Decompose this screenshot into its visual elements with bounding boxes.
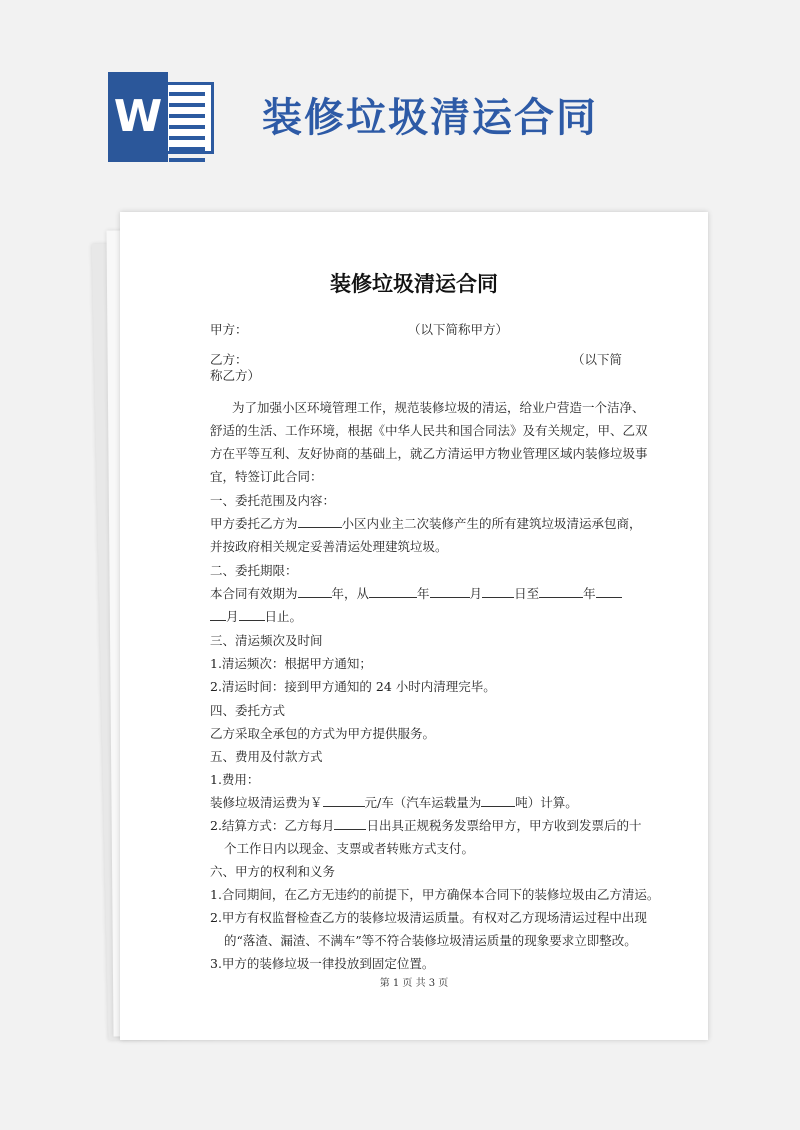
text: 月 bbox=[469, 586, 483, 601]
header-banner bbox=[0, 0, 800, 200]
section-3-title: 三、清运频次及时间 bbox=[210, 633, 323, 648]
fill-blank bbox=[210, 608, 226, 621]
text: 元/车（汽车运载量为 bbox=[364, 795, 482, 810]
text: 日出具正规税务发票给甲方，甲方收到发票后的十 bbox=[366, 818, 642, 833]
text: 吨）计算。 bbox=[515, 795, 578, 810]
section-5-line: 个工作日内以现金、支票或者转账方式支付。 bbox=[224, 841, 475, 856]
text: 月 bbox=[226, 609, 239, 624]
intro-line: 宜，特签订此合同： bbox=[210, 469, 323, 484]
fill-blank bbox=[298, 585, 332, 598]
section-3-line: 1.清运频次：根据甲方通知； bbox=[210, 656, 372, 671]
fill-blank bbox=[298, 515, 342, 528]
fill-blank bbox=[596, 585, 622, 598]
word-logo-letter: W bbox=[108, 72, 168, 162]
fill-blank bbox=[323, 794, 365, 807]
fill-blank bbox=[482, 585, 514, 598]
text: 日至 bbox=[514, 586, 540, 601]
section-1-title: 一、委托范围及内容： bbox=[210, 493, 336, 508]
party-a-line bbox=[210, 320, 509, 338]
fill-blank bbox=[481, 794, 515, 807]
intro-line: 舒适的生活、工作环境，根据《中华人民共和国合同法》及有关规定，甲、乙双 bbox=[210, 423, 648, 438]
document-page bbox=[120, 212, 708, 1040]
section-6-line: 1.合同期间，在乙方无违约的前提下，甲方确保本合同下的装修垃圾由乙方清运。 bbox=[210, 887, 660, 902]
text: 装修垃圾清运费为￥ bbox=[210, 795, 323, 810]
section-4-title: 四、委托方式 bbox=[210, 703, 286, 718]
text: 日止。 bbox=[264, 609, 303, 624]
section-2-line bbox=[210, 584, 622, 602]
party-b-note-cont: 称乙方） bbox=[210, 368, 261, 383]
fill-blank bbox=[334, 817, 366, 830]
text: 甲方委托乙方为 bbox=[210, 516, 298, 531]
fill-blank bbox=[539, 585, 583, 598]
word-document-icon bbox=[108, 72, 216, 162]
section-1-line: 并按政府相关规定妥善清运处理建筑垃圾。 bbox=[210, 539, 448, 554]
text: 年 bbox=[417, 586, 430, 601]
text: 年，从 bbox=[331, 586, 370, 601]
section-1-line bbox=[210, 514, 642, 532]
text: 小区内业主二次装修产生的所有建筑垃圾清运承包商， bbox=[341, 516, 642, 531]
fill-blank bbox=[239, 608, 265, 621]
intro-line: 方在平等互利、友好协商的基础上，就乙方清运甲方物业管理区域内装修垃圾事 bbox=[210, 446, 648, 461]
document-title: 装修垃圾清运合同 bbox=[330, 271, 498, 296]
header-title: 装修垃圾清运合同 bbox=[262, 95, 598, 141]
text: 年 bbox=[583, 586, 596, 601]
section-5-line bbox=[210, 816, 641, 834]
section-5-line: 1.费用： bbox=[210, 772, 260, 787]
fill-blank bbox=[369, 585, 417, 598]
section-2-title: 二、委托期限： bbox=[210, 563, 298, 578]
section-6-line: 2.甲方有权监督检查乙方的装修垃圾清运质量。有权对乙方现场清运过程中出现 bbox=[210, 910, 647, 925]
text: 本合同有效期为 bbox=[210, 586, 298, 601]
party-b-label: 乙方： bbox=[210, 352, 248, 367]
party-b-note: （以下简 bbox=[572, 352, 623, 367]
fill-blank bbox=[430, 585, 470, 598]
section-2-line bbox=[210, 607, 302, 625]
section-5-line bbox=[210, 793, 578, 811]
section-6-title: 六、甲方的权利和义务 bbox=[210, 864, 336, 879]
section-6-line: 的“落渣、漏渣、不满车”等不符合装修垃圾清运质量的现象要求立即整改。 bbox=[224, 933, 637, 948]
section-4-line: 乙方采取全承包的方式为甲方提供服务。 bbox=[210, 726, 436, 741]
intro-line: 为了加强小区环境管理工作，规范装修垃圾的清运，给业户营造一个洁净、 bbox=[232, 400, 645, 415]
page-number: 第 1 页 共 3 页 bbox=[379, 978, 449, 989]
section-3-line: 2.清运时间：接到甲方通知的 24 小时内清理完毕。 bbox=[210, 679, 496, 694]
section-5-title: 五、费用及付款方式 bbox=[210, 749, 323, 764]
party-a-note: （以下简称甲方） bbox=[408, 322, 509, 337]
party-a-label: 甲方： bbox=[210, 322, 248, 337]
section-6-line: 3.甲方的装修垃圾一律投放到固定位置。 bbox=[210, 956, 435, 971]
text: 2.结算方式：乙方每月 bbox=[210, 818, 335, 833]
